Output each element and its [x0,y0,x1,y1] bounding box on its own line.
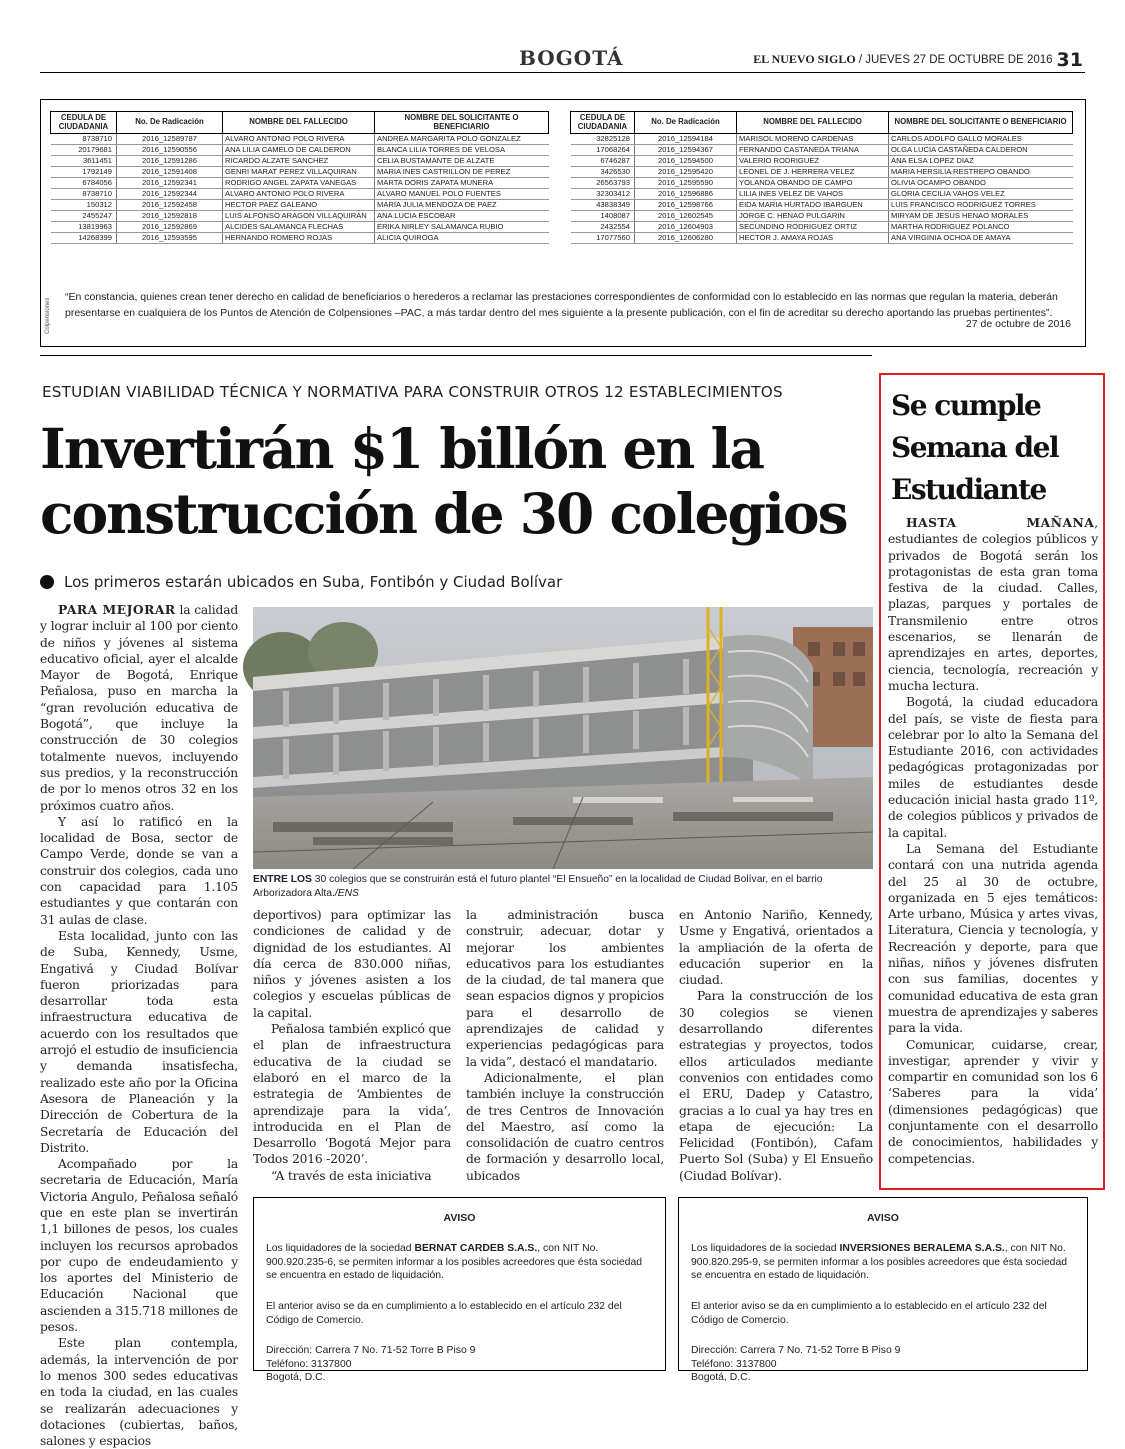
paper-name: EL NUEVO SIGLO [753,52,856,66]
aviso-phone: Teléfono: 3137800 [691,1358,777,1370]
col-radicacion: No. De Radicación [117,112,223,134]
solicitante-cell: MARIA INES CASTRILLON DE PEREZ [375,167,549,178]
fallecido-cell: ALVARO ANTONIO POLO RIVERA [223,189,375,200]
fallecido-cell: MARISOL MORENO CARDENAS [737,134,889,145]
cedula-cell: 8738710 [51,189,117,200]
radicacion-cell: 2016_12594367 [635,145,737,156]
radicacion-cell: 2016_12591408 [117,167,223,178]
header-rule [40,72,1085,73]
article-paragraph: Para la construcción de los 30 colegios se vienen desarrollando diferentes estrategias y proyectos, todos ellos articulados mediante convenios con entidades como el ERU, Dadep y Catastro, gracias a lo cual ya hay tres en etapa de ejecución: La Felicidad (Fontibón), Cafam Puerto Sol (Suba) y El Ensueño (Ciudad Bolívar). [679,989,873,1183]
col-fallecido: NOMBRE DEL FALLECIDO [737,112,889,134]
separator-rule [40,355,872,356]
solicitante-cell: OLGA LUCIA CASTAÑEDA CALDERON [889,145,1073,156]
solicitante-cell: MARTA DORIS ZAPATA MUNERA [375,178,549,189]
radicacion-cell: 2016_12604903 [635,222,737,233]
radicacion-rows-right [571,134,1073,244]
caption-lead: ENTRE LOS [253,874,312,885]
aviso-text: Los liquidadores de la sociedad [266,1243,415,1254]
section-name: BOGOTÁ [519,46,624,70]
article-paragraph: la administración busca construir, adecuar, dotar y mejorar los ambientes educativos para los estudiantes de la ciudad, de tal manera que sean espacios dignos y propicios para el desarrollo de aprendizajes de calidad y experiencias pedagógicas para la vida”, destacó el mandatario. [466,908,664,1069]
cedula-cell: 32825128 [571,134,635,145]
cedula-cell: 13819963 [51,222,117,233]
article-paragraph: deportivos) para optimizar las condiciones de calidad y de dignidad de los estudiantes. Al día cerca de 830.000 niñas, niños y jóvenes asisten a los colegios y escuelas públicas de la capital. [253,908,451,1020]
solicitante-cell: OLIVIA OCAMPO OBANDO [889,178,1073,189]
article-column-4 [679,907,873,1184]
sidebar-paragraph: Comunicar, cuidarse, crear, investigar, aprender y vivir y compartir en comunidad son los 6 ‘Saberes para la vida’ (dimensiones pedagógicas) que conjuntamente con el desarrollo de conocimientos, habilidades y competencias. [888,1037,1098,1166]
fallecido-cell: ALVARO ANTONIO POLO RIVERA [223,134,375,145]
caption-text: 30 colegios que se construirán está el futuro plantel “El Ensueño” en la localidad de Ciudad Bolívar, en el barrio Arborizadora Alta. [253,874,823,899]
article-column-3 [466,907,664,1184]
fallecido-cell: LEONEL DE J. HERRERA VELEZ [737,167,889,178]
cedula-cell: 14268399 [51,233,117,244]
article-lead: PARA MEJORAR [58,602,176,617]
subhead-text: Los primeros estarán ubicados en Suba, Fontibón y Ciudad Bolívar [64,573,563,591]
aviso-text: , con NIT No. 900.920.235-6, se permiten informar a los posibles acreedores que ésta sociedad se encuentra en estado de liquidación. [266,1243,643,1281]
aviso-legal: El anterior aviso se da en cumplimiento a lo establecido en el artículo 232 del Código de Comercio. [266,1301,622,1326]
cedula-cell: 3426530 [571,167,635,178]
fallecido-cell: EIDA MARIA HURTADO IBARGUEN [737,200,889,211]
aviso-title: AVISO [443,1212,476,1224]
fallecido-cell: GENRI MARAT PEREZ VILLAQUIRAN [223,167,375,178]
bullet-icon [40,575,54,589]
table-row [51,178,549,189]
table-row [51,145,549,156]
fallecido-cell: YOLANDA OBANDO DE CAMPO [737,178,889,189]
dateline: / JUEVES 27 DE OCTUBRE DE 2016 [855,54,1053,66]
article-paragraph: “A través de esta iniciativa [271,1168,432,1183]
aviso-city: Bogotá, D.C. [691,1372,751,1383]
aviso-legal: El anterior aviso se da en cumplimiento a lo establecido en el artículo 232 del Código de Comercio. [691,1301,1047,1326]
solicitante-cell: ANA VIRGINIA OCHOA DE AMAYA [889,233,1073,244]
solicitante-cell: MARIA HERSILIA RESTREPO OBANDO [889,167,1073,178]
notice-text: “En constancia, quienes crean tener derecho en calidad de beneficiarios o herederos a reclamar las prestaciones correspondientes de conformidad con lo establecido en las normas que regulan la materia, deberán presentarse en cualquiera de los Puntos de Atención de Colpensiones –PAC, a más tardar dentro del mes siguiente a la presente publicación, con el fin de acreditar su derecho aportando las pruebas pertinentes”. [65,291,1058,319]
table-row [571,145,1073,156]
aviso-company: BERNAT CARDEB S.A.S. [414,1243,538,1254]
sidebar-lead: HASTA MAÑANA [906,515,1095,530]
colpensiones-logo-icon [43,270,51,336]
solicitante-cell: MARTHA RODRIGUEZ POLANCO [889,222,1073,233]
radicacion-table-left [50,111,549,244]
sidebar-lead-text: , estudiantes de colegios públicos y privados de Bogotá serán los protagonistas de esta gran toma festiva de la ciudad. Calles, plazas, parques y portales de Transmilenio entre otros escenarios, se llenarán de aprendizajes en artes, deportes, ciencia, tecnología, recreación y mucha lectura. [888,516,1098,693]
article-paragraph [40,602,238,814]
radicacion-cell: 2016_12596886 [635,189,737,200]
fallecido-cell: HECTOR PAEZ GALEANO [223,200,375,211]
cedula-cell: 17077560 [571,233,635,244]
solicitante-cell: ANA ELSA LOPEZ DIAZ [889,156,1073,167]
table-row [51,200,549,211]
fallecido-cell: ALCIDES SALAMANCA FLECHAS [223,222,375,233]
aviso-city: Bogotá, D.C. [266,1372,326,1383]
radicacion-cell: 2016_12592818 [117,211,223,222]
radicacion-cell: 2016_12593595 [117,233,223,244]
cedula-cell: 2432554 [571,222,635,233]
col-fallecido: NOMBRE DEL FALLECIDO [223,112,375,134]
radicacion-cell: 2016_12589787 [117,134,223,145]
radicacion-table-right [570,111,1073,244]
cedula-cell: 17068264 [571,145,635,156]
fallecido-cell: RICARDO ALZATE SANCHEZ [223,156,375,167]
aviso-company: INVERSIONES BERALEMA S.A.S. [839,1243,1005,1254]
table-row [51,156,549,167]
colpensiones-notice [40,99,1086,347]
cedula-cell: 43838349 [571,200,635,211]
article-paragraph: Adicionalmente, el plan también incluye la construcción de tres Centros de Innovación del Maestro, así como la consolidación de cuatro centros de formación y desarrollo local, ubicados [466,1070,664,1183]
article-paragraph: Este plan contempla, además, la intervención de por lo menos 300 sedes educativas en toda la ciudad, en las cuales se realizarán adecuaciones y dotaciones (cubiertas, baños, salones y espacios [40,1336,238,1449]
sidebar-paragraph: La Semana del Estudiante contará con una nutrida agenda del 25 al 30 de octubre, organizada en 5 ejes temáticos: Arte urbano, Música y artes vivas, Literatura, Ciencia y tecnología, y Recreación y deporte, para que niñas, niños y jóvenes disfruten con sus familias, docentes y comunidad educativa de esta gran muestra de aprendizajes y saberes para la vida. [888,841,1099,1036]
table-row [571,233,1073,244]
radicacion-cell: 2016_12590556 [117,145,223,156]
solicitante-cell: CELIA BUSTAMANTE DE ALZATE [375,156,549,167]
sidebar-paragraph: Bogotá, la ciudad educadora del país, se viste de fiesta para celebrar por lo alto la Semana del Estudiante 2016, con actividades pedagógicas protagonizadas por miles de estudiantes desde educación inicial hasta grado 11º, de colegios públicos y privados de la capital. [888,695,1098,840]
fallecido-cell: VALERIO RODRIGUEZ [737,156,889,167]
table-row [51,134,549,145]
article-subhead [40,573,562,591]
cedula-cell: 6784056 [51,178,117,189]
col-solicitante: NOMBRE DEL SOLICITANTE O BENEFICIARIO [889,112,1073,134]
article-column-1 [40,602,238,1449]
solicitante-cell: MIRYAM DE JESUS HENAO MORALES [889,211,1073,222]
table-row [571,189,1073,200]
table-row [571,178,1073,189]
aviso-contact [266,1344,653,1385]
aviso-phone: Teléfono: 3137800 [266,1358,352,1370]
fallecido-cell: SECUNDINO RODRIGUEZ ORTIZ [737,222,889,233]
cedula-cell: 150312 [51,200,117,211]
table-row [571,167,1073,178]
aviso-contact [691,1344,1075,1385]
colpensiones-side-tag [43,270,51,336]
solicitante-cell: ANDREA MARGARITA POLO GONZALEZ [375,134,549,145]
solicitante-cell: ALICIA QUIROGA [375,233,549,244]
solicitante-cell: MARIA JULIA MENDOZA DE PAEZ [375,200,549,211]
construction-site-image [253,607,873,869]
table-row [571,200,1073,211]
radicacion-cell: 2016_12592458 [117,200,223,211]
solicitante-cell: LUIS FRANCISCO RODRIGUEZ TORRES [889,200,1073,211]
article-paragraph: Esta localidad, junto con las de Suba, Kennedy, Usme, Engativá y Ciudad Bolívar fueron priorizadas para desarrollar toda esta infraestructura educativa de acuerdo con los resultados que arrojó el estudio de insuficiencia y demanda insatisfecha, realizado este año por la Oficina Asesora de Planeación y la Dirección de Cobertura de la Secretaría de Educación del Distrito. [40,928,238,1155]
aviso-text: , con NIT No. 900.820.295-9, se permiten informar a los posibles acreedores que ésta sociedad se encuentra en estado de liquidación. [691,1243,1068,1281]
article-paragraph: Acompañado por la secretaria de Educación, María Victoria Angulo, Peñalosa señaló que en este plan se invertirán 1,1 billones de pesos, los cuales incluyen los recursos aprobados por cupo de endeudamiento y los aportes del Ministerio de Educación Nacional que ascienden a 315.718 millones de pesos. [40,1157,238,1335]
radicacion-rows-left [51,134,549,244]
solicitante-cell: GLORIA CECILIA VAHOS VELEZ [889,189,1073,200]
col-cedula: CEDULA DE CIUDADANIA [571,112,635,134]
radicacion-cell: 2016_12592344 [117,189,223,200]
fallecido-cell: JORGE C. HENAO PULGARIN [737,211,889,222]
aviso-box [253,1197,666,1383]
solicitante-cell: ALVARO MANUEL POLO FUENTES [375,189,549,200]
article-kicker: ESTUDIAN VIABILIDAD TÉCNICA Y NORMATIVA PARA CONSTRUIR OTROS 12 ESTABLECIMIENTOS [42,383,783,401]
construction-photo [253,607,873,869]
fallecido-cell: ANA LILIA CAMELO DE CALDERON [223,145,375,156]
cedula-cell: 32303412 [571,189,635,200]
article-paragraph: Peñalosa también explicó que el plan de infraestructura educativa de la ciudad se elaboró en el marco de la estrategia de ‘Ambientes de aprendizaje para la vida’, introducida en el Plan de Desarrollo ‘Bogotá Mejor para Todos 2016 -2020’. [253,1022,451,1167]
radicacion-cell: 2016_12595420 [635,167,737,178]
radicacion-cell: 2016_12598766 [635,200,737,211]
col-radicacion: No. De Radicación [635,112,737,134]
aviso-paragraph [266,1242,653,1283]
fallecido-cell: HERNANDO ROMERO ROJAS [223,233,375,244]
cedula-cell: 26563793 [571,178,635,189]
sidebar-body [888,515,1098,1167]
solicitante-cell: ERIKA NIRLEY SALAMANCA RUBIO [375,222,549,233]
cedula-cell: 1408087 [571,211,635,222]
page-number: 31 [1056,49,1083,71]
fallecido-cell: FERNANDO CASTANEDA TRIANA [737,145,889,156]
photo-credit: /ENS [334,888,359,899]
table-row [571,222,1073,233]
table-row [571,211,1073,222]
radicacion-cell: 2016_12595590 [635,178,737,189]
cedula-cell: 2455247 [51,211,117,222]
fallecido-cell: HECTOR J. AMAYA ROJAS [737,233,889,244]
sidebar-box [879,373,1105,1190]
table-row [571,134,1073,145]
radicacion-cell: 2016_12602545 [635,211,737,222]
cedula-cell: 3611451 [51,156,117,167]
table-row [51,189,549,200]
article-paragraph: en Antonio Nariño, Kennedy, Usme y Engativá, orientados a la ampliación de la oferta de educación superior en la ciudad. [679,908,873,988]
radicacion-cell: 2016_12594184 [635,134,737,145]
article-headline: Invertirán $1 billón en la construcción de 30 colegios [40,416,847,546]
radicacion-cell: 2016_12591286 [117,156,223,167]
radicacion-cell: 2016_12592869 [117,222,223,233]
article-lead-text: la calidad y lograr incluir al 100 por ciento de niños y jóvenes al sistema educativo oficial, ayer el alcalde Mayor de Bogotá, Enrique Peñalosa, puso en marcha la “gran revolución educativa de Bogotá”, que incluye la construcción de 30 colegios totalmente nuevos, incluyendo sus predios, y la reconstrucción de por lo menos otros 32 en los próximos cuatro años. [40,603,238,813]
solicitante-cell: BLANCA LILIA TORRES DE VELOSA [375,145,549,156]
radicacion-cell: 2016_12594500 [635,156,737,167]
masthead [753,49,1083,71]
cedula-cell: 6746287 [571,156,635,167]
cedula-cell: 20179681 [51,145,117,156]
sidebar-title: Se cumple Semana del Estudiante [891,389,1059,506]
radicacion-cell: 2016_12592341 [117,178,223,189]
table-header-row [571,112,1073,134]
sidebar-paragraph [888,515,1098,694]
cedula-cell: 1792149 [51,167,117,178]
table-row [51,222,549,233]
table-row [51,233,549,244]
aviso-address: Dirección: Carrera 7 No. 71-52 Torre B Piso 9 [266,1345,476,1356]
article-column-2 [253,907,451,1184]
notice-date: 27 de octubre de 2016 [965,318,1071,330]
aviso-address: Dirección: Carrera 7 No. 71-52 Torre B Piso 9 [691,1345,901,1356]
col-cedula: CEDULA DE CIUDADANIA [51,112,117,134]
aviso-box [678,1197,1088,1383]
aviso-text: Los liquidadores de la sociedad [691,1243,840,1254]
table-row [571,156,1073,167]
side-tag-text: Colpensiones [45,297,51,334]
table-row [51,167,549,178]
table-header-row [51,112,549,134]
solicitante-cell: CARLOS ADOLFO GALLO MORALES [889,134,1073,145]
table-row [51,211,549,222]
fallecido-cell: LUIS ALFONSO ARAGON VILLAQUIRAN [223,211,375,222]
col-solicitante: NOMBRE DEL SOLICITANTE O BENEFICIARIO [375,112,549,134]
solicitante-cell: ANA LUCIA ESCOBAR [375,211,549,222]
photo-caption [253,873,873,901]
fallecido-cell: RODRIGO ANGEL ZAPATA VANEGAS [223,178,375,189]
article-paragraph: Y así lo ratificó en la localidad de Bosa, sector de Campo Verde, donde se van a construir dos colegios, cada uno con capacidad para 1.105 estudiantes y que contarán con 31 aulas de clase. [40,814,238,927]
aviso-title: AVISO [867,1212,899,1224]
radicacion-cell: 2016_12606280 [635,233,737,244]
cedula-cell: 8738710 [51,134,117,145]
aviso-paragraph [691,1242,1075,1283]
fallecido-cell: LILIA INES VELEZ DE VAHOS [737,189,889,200]
